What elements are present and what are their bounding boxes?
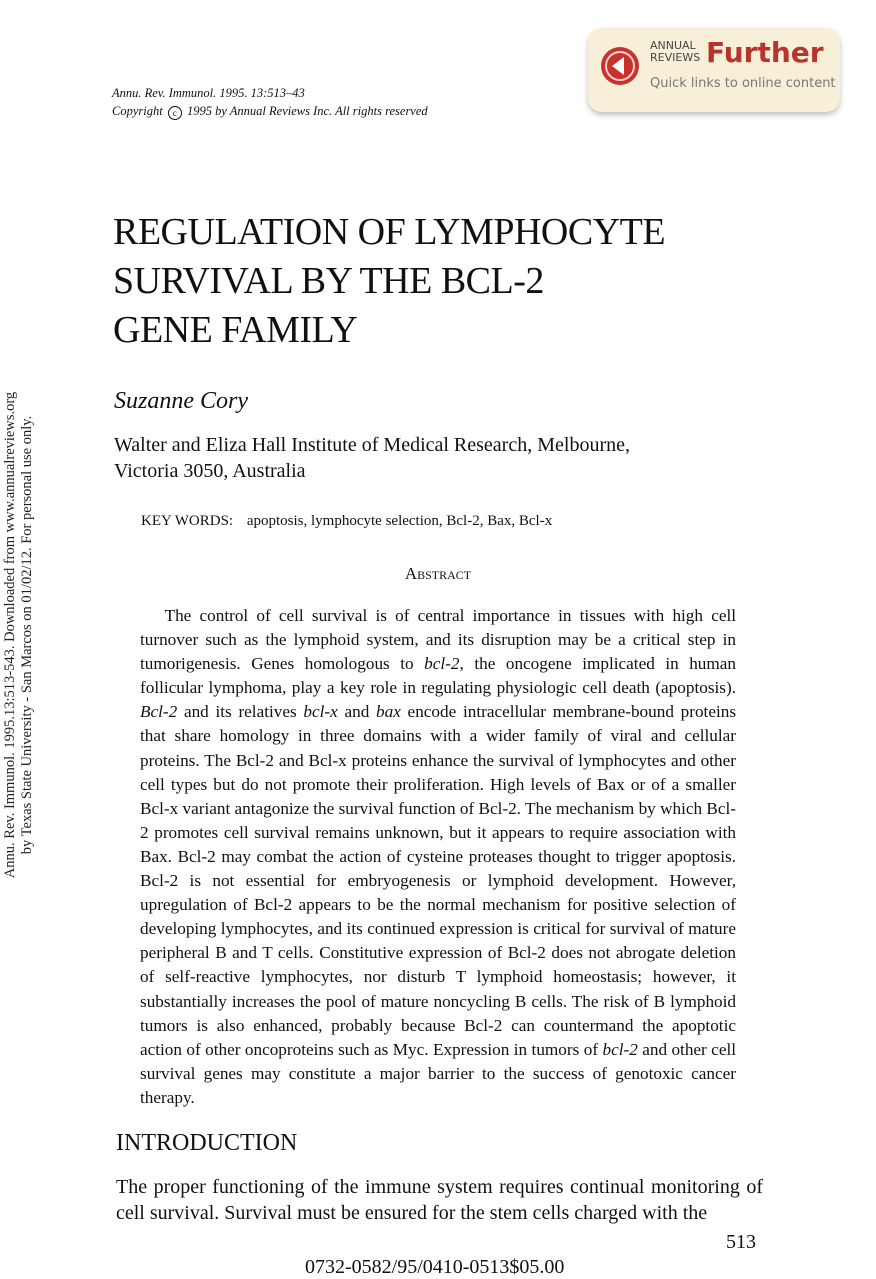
journal-citation: Annu. Rev. Immunol. 1995. 13:513–43 bbox=[112, 86, 305, 100]
page-number: 513 bbox=[726, 1231, 756, 1253]
title-line-2: SURVIVAL BY THE BCL-2 bbox=[113, 260, 544, 302]
affiliation-line-1: Walter and Eliza Hall Institute of Medical Research, Melbourne, bbox=[114, 434, 630, 456]
copyright-word: Copyright bbox=[112, 104, 163, 118]
journal-citation-block bbox=[112, 84, 428, 120]
annual-reviews-logo-text bbox=[650, 40, 700, 64]
author-name: Suzanne Cory bbox=[114, 388, 248, 414]
keywords bbox=[141, 513, 552, 530]
keywords-label: KEY WORDS: bbox=[141, 513, 234, 529]
introduction-text: The proper functioning of the immune system requires continual monitoring of cell survival. Survival must be ensured for the stem cells charged with the bbox=[116, 1176, 763, 1224]
keywords-terms: apoptosis, lymphocyte selection, Bcl-2, Bax, Bcl-x bbox=[246, 513, 553, 529]
copyright-line bbox=[112, 102, 428, 120]
reviews-label: REVIEWS bbox=[650, 51, 701, 64]
affiliation bbox=[114, 432, 630, 484]
abstract-heading: Abstract bbox=[404, 564, 472, 583]
annual-label: ANNUAL bbox=[650, 39, 696, 52]
copyright-text: 1995 by Annual Reviews Inc. All rights reserved bbox=[186, 104, 428, 118]
back-arrow-icon[interactable] bbox=[600, 46, 640, 86]
download-notice-line-1: Annu. Rev. Immunol. 1995.13:513-543. Downloaded from www.annualreviews.org bbox=[2, 391, 18, 879]
download-notice-line-2: by Texas State University - San Marcos on 01/02/12. For personal use only. bbox=[19, 415, 35, 855]
further-label: Further bbox=[706, 36, 824, 69]
introduction-heading: INTRODUCTION bbox=[116, 1130, 298, 1156]
copyright-icon: c bbox=[168, 106, 182, 120]
affiliation-line-2: Victoria 3050, Australia bbox=[114, 460, 306, 482]
title-line-3: GENE FAMILY bbox=[113, 309, 358, 351]
title-line-1: REGULATION OF LYMPHOCYTE bbox=[113, 211, 666, 253]
download-notice bbox=[2, 355, 42, 915]
article-code: 0732-0582/95/0410-0513$05.00 bbox=[305, 1256, 565, 1278]
abstract-text: The control of cell survival is of central importance in tissues with high cell turnover such as the lymphoid system, and its disruption may be a critical step in tumorigenesis. Genes homologous to bcl-2, the oncogene implicated in human follicular lymphoma, play a key role in regulating physiologic cell death (apoptosis). Bcl-2 and its relatives bcl-x and bax encode intracellular membrane-bound proteins that share homology in three domains with a wider family of viral and cellular proteins. The Bcl-2 and Bcl-x proteins enhance the survival of lymphocytes and other cell types but do not promote their proliferation. High levels of Bax or of a smaller Bcl-x variant antagonize the survival function of Bcl-2. The mechanism by which Bcl-2 promotes cell survival remains unknown, but it appears to require association with Bax. Bcl-2 may combat the action of cysteine proteases thought to trigger apoptosis. Bcl-2 is not essential for embryogenesis or lymphoid development. However, upregulation of Bcl-2 appears to be the normal mechanism for positive selection of developing lymphocytes, and its continued expression is critical for survival of mature peripheral B and T cells. Constitutive expression of Bcl-2 does not abrogate deletion of self-reactive lymphocytes, nor disturb T lymphoid homeostasis; however, it substantially increases the pool of mature noncycling B cells. The risk of B lymphoid tumors is also enhanced, probably because Bcl-2 can countermand the apoptotic action of other oncoproteins such as Myc. Expression in tumors of bcl-2 and other cell survival genes may constitute a major barrier to the success of genotoxic cancer therapy. bbox=[140, 606, 737, 1107]
article-title bbox=[113, 208, 665, 355]
annual-reviews-further-badge[interactable] bbox=[588, 28, 840, 112]
quick-links-label: Quick links to online content bbox=[650, 76, 836, 91]
